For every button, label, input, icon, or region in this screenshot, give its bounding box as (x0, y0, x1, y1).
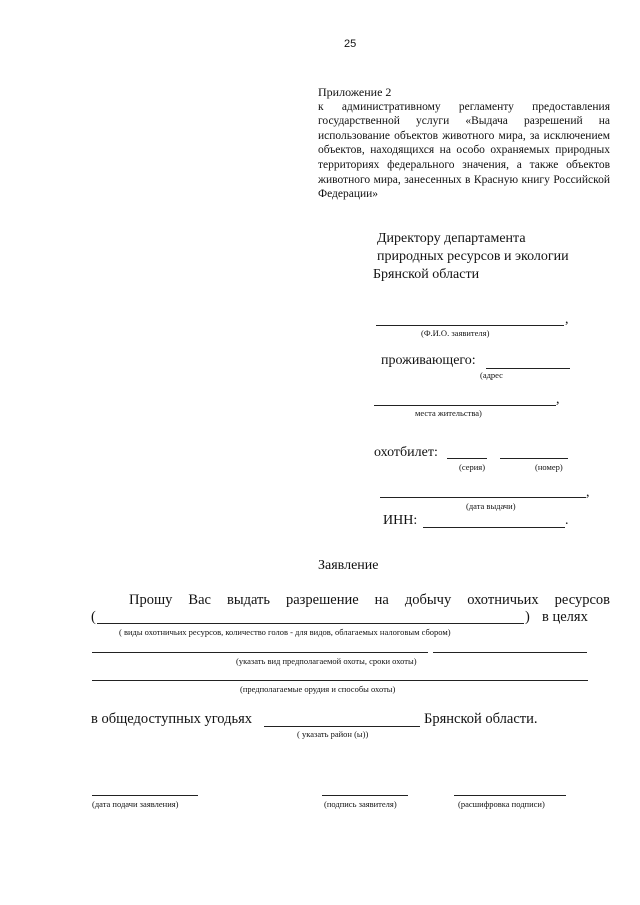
in-purpose-text: в целях (542, 609, 588, 625)
appendix-body: к административному регламенту предоставления государственной услуги «Выдача разрешений на использование объектов животного мира, за исключением объектов, находящихся на особо охраняемых природных территориях федерального значения, а также объектов животного мира, занесенных в Красную книгу Российской Федерации» (318, 100, 610, 201)
residence-field[interactable] (374, 405, 556, 406)
issue-date-comma: , (586, 485, 590, 500)
inn-label: ИНН: (383, 513, 418, 528)
residence-comma: , (556, 392, 560, 407)
number-caption: (номер) (535, 462, 563, 472)
grounds-suffix: Брянской области. (424, 711, 538, 727)
signature-caption: (подпись заявителя) (324, 799, 397, 809)
statement-title: Заявление (318, 558, 379, 573)
appendix-block (318, 85, 610, 202)
resources-caption: ( виды охотничьих ресурсов, количество голов - для видов, облагаемых налоговым сбором) (119, 627, 451, 637)
decoding-caption: (расшифровка подписи) (458, 799, 545, 809)
signature-field[interactable] (322, 795, 408, 796)
number-field[interactable] (500, 458, 568, 459)
issue-date-caption: (дата выдачи) (466, 501, 516, 511)
district-field[interactable] (264, 726, 420, 727)
hunt-type-caption: (указать вид предполагаемой охоты, сроки охоты) (236, 656, 417, 666)
series-field[interactable] (447, 458, 487, 459)
request-text: Прошу Вас выдать разрешение на добычу охотничьих ресурсов (129, 592, 610, 608)
addressee-line-2: природных ресурсов и экологии (377, 249, 569, 264)
inn-field[interactable] (423, 527, 565, 528)
date-field[interactable] (92, 795, 198, 796)
hunt-type-field-left[interactable] (92, 652, 428, 653)
issue-date-field[interactable] (380, 497, 586, 498)
fio-caption: (Ф.И.О. заявителя) (421, 328, 490, 338)
inn-period: . (565, 513, 569, 528)
hunting-ticket-label: охотбилет: (374, 445, 438, 460)
hunt-type-field-right[interactable] (433, 652, 587, 653)
date-caption: (дата подачи заявления) (92, 799, 179, 809)
series-caption: (серия) (459, 462, 486, 472)
grounds-prefix: в общедоступных угодьях (91, 711, 253, 727)
tools-caption: (предполагаемые орудия и способы охоты) (240, 684, 396, 694)
district-caption: ( указать район (ы)) (297, 729, 369, 739)
fio-comma: , (565, 312, 569, 327)
resources-open-paren: ( (91, 609, 96, 625)
tools-field[interactable] (92, 680, 588, 681)
appendix-title: Приложение 2 (318, 85, 392, 99)
addressee-line-1: Директору департамента (377, 231, 526, 246)
addressee-line-3: Брянской области (373, 267, 480, 282)
residing-label: проживающего: (381, 353, 476, 368)
address-caption: (адрес (480, 370, 503, 380)
decoding-field[interactable] (454, 795, 566, 796)
address-field[interactable] (486, 368, 570, 369)
page-number: 25 (344, 38, 357, 50)
fio-field[interactable] (376, 325, 564, 326)
resources-close-paren: ) (525, 609, 530, 625)
residence-caption: места жительства) (415, 408, 482, 418)
resources-field[interactable] (97, 623, 524, 624)
